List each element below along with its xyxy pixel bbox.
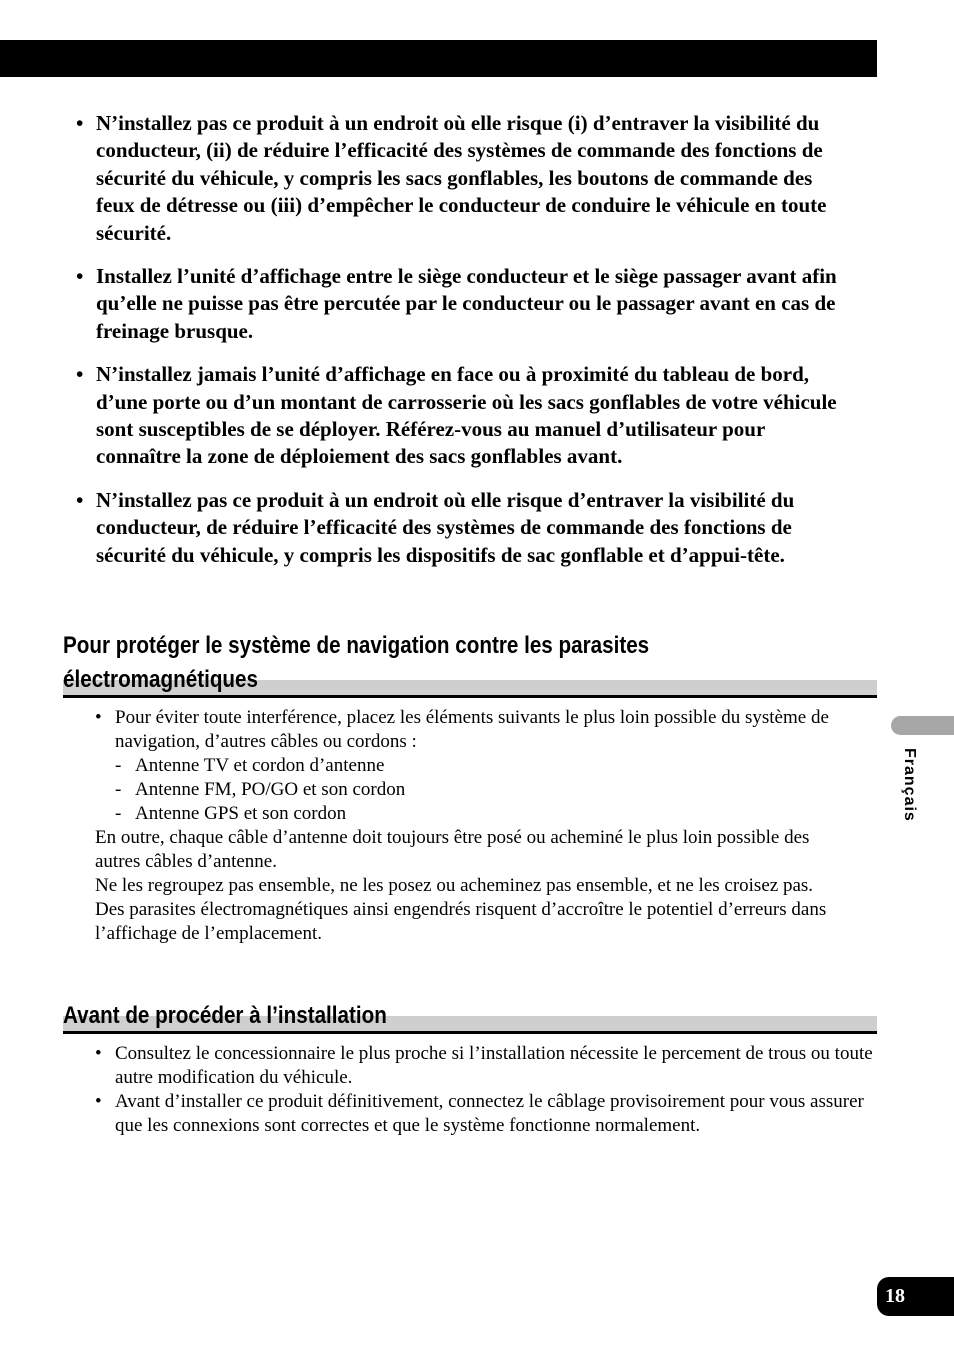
section-heading: [63, 629, 763, 697]
header-bar: [0, 40, 877, 77]
warning-item: [0, 361, 840, 471]
list-item: [63, 1090, 877, 1138]
list-item: [63, 706, 877, 754]
sub-item-text: Antenne FM, PO/GO et son cordon: [135, 779, 406, 800]
bullet-icon: •: [76, 264, 84, 289]
section-body: [63, 1042, 877, 1138]
warning-text: N’installez jamais l’unité d’affichage en face ou à proximité du tableau de bord, d’une porte ou d’un montant de carrosserie où les sacs gonflables de votre véhicule sont susceptibles de se déployer. Référez-vous au manuel d’utilisateur pour connaître la zone de déploiement des sacs gonflables avant.: [96, 362, 837, 469]
warning-text: N’installez pas ce produit à un endroit où elle risque d’entraver la visibilité du conducteur, de réduire l’efficacité des systèmes de commande des fonctions de sécurité du véhicule, y compris les dispositifs de sac gonflable et d’appui-tête.: [96, 487, 795, 567]
warning-text: Installez l’unité d’affichage entre le siège conducteur et le siège passager avant afin qu’elle ne puisse pas être percutée par le conducteur ou le passager avant en cas de freinage brusque.: [96, 264, 837, 343]
warning-item: [0, 487, 840, 569]
language-tab: [891, 716, 954, 735]
bullet-icon: •: [95, 707, 102, 728]
list-item-text: Consultez le concessionnaire le plus proche si l’installation nécessite le percement de trous ou toute autre modification du véhicule.: [115, 1043, 873, 1088]
bullet-icon: •: [95, 1091, 102, 1112]
warning-item: [0, 110, 840, 247]
dash-icon: -: [115, 803, 122, 824]
dash-icon: -: [115, 779, 122, 800]
bullet-icon: •: [76, 487, 84, 512]
sub-item: [63, 802, 877, 826]
sub-item: [63, 778, 877, 802]
heading-line: électromagnétiques: [63, 666, 258, 693]
paragraph: En outre, chaque câble d’antenne doit toujours être posé ou acheminé le plus loin possible des autres câbles d’antenne.: [95, 827, 810, 872]
heading-line: Pour protéger le système de navigation contre les parasites: [63, 632, 650, 659]
bullet-icon: •: [76, 362, 84, 387]
section-before-install: [63, 999, 877, 1138]
list-item-text: Avant d’installer ce produit définitivement, connectez le câblage provisoirement pour vous assurer que les connexions sont correctes et que le système fonctionne normalement.: [115, 1091, 864, 1136]
list-item: [63, 1042, 877, 1090]
bullet-icon: •: [76, 111, 84, 135]
sub-item-text: Antenne GPS et son cordon: [135, 803, 347, 824]
section-interference: [63, 629, 877, 946]
section-heading: Avant de procéder à l’installation: [63, 1002, 387, 1029]
warning-list: [0, 110, 954, 585]
warning-text: N’installez pas ce produit à un endroit où elle risque (i) d’entraver la visibilité du conducteur, (ii) de réduire l’efficacité des systèmes de commande des fonctions de sécurité du véhicule, y compris les sacs gonflables, les boutons de commande des feux de détresse ou (iii) d’empêcher le conducteur de conduire le véhicule en toute sécurité.: [96, 111, 827, 245]
page-number: 18: [877, 1277, 954, 1316]
language-label: Français: [901, 748, 918, 822]
sub-item-text: Antenne TV et cordon d’antenne: [135, 755, 385, 776]
list-item-text: Pour éviter toute interférence, placez les éléments suivants le plus loin possible du système de navigation, d’autres câbles ou cordons :: [115, 707, 829, 752]
warning-item: [0, 263, 840, 345]
dash-icon: -: [115, 755, 122, 776]
paragraph: Des parasites électromagnétiques ainsi engendrés risquent d’accroître le potentiel d’erreurs dans l’affichage de l’emplacement.: [95, 899, 827, 944]
paragraph: Ne les regroupez pas ensemble, ne les posez ou acheminez pas ensemble, et ne les croisez pas.: [95, 875, 814, 896]
sub-item: [63, 754, 877, 778]
bullet-icon: •: [95, 1043, 102, 1064]
section-body: [63, 706, 877, 946]
